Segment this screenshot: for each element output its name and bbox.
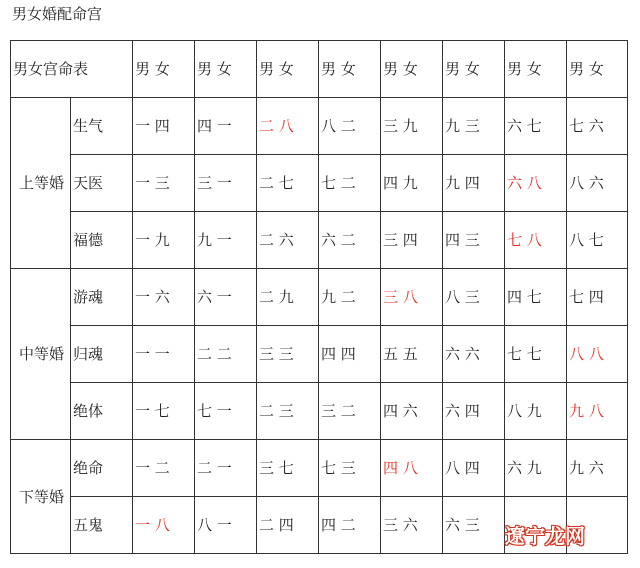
pairing-cell: 八 六 (567, 155, 628, 212)
pairing-cell: 九 二 (319, 269, 381, 326)
pairing-cell: 三 六 (381, 497, 443, 554)
pairing-cell: 四 六 (381, 383, 443, 440)
column-header-male-female: 男 女 (381, 41, 443, 98)
pairing-cell: 四 三 (443, 212, 505, 269)
pairing-cell: 二 四 (257, 497, 319, 554)
pairing-cell: 八 七 (567, 212, 628, 269)
pairing-cell: 二 八 (257, 98, 319, 155)
pairing-cell: 八 八 (567, 326, 628, 383)
pairing-cell: 一 七 (133, 383, 195, 440)
palace-name: 天医 (71, 155, 133, 212)
pairing-cell: 二 九 (257, 269, 319, 326)
pairing-cell: 六 七 (505, 98, 567, 155)
palace-name: 福德 (71, 212, 133, 269)
pairing-cell: 二 一 (195, 440, 257, 497)
pairing-cell: 三 七 (257, 440, 319, 497)
pairing-cell: 八 二 (319, 98, 381, 155)
marriage-grade-label: 下等婚 (11, 440, 71, 554)
pairing-cell: 四 九 (381, 155, 443, 212)
pairing-cell: 二 七 (257, 155, 319, 212)
pairing-cell: 六 四 (443, 383, 505, 440)
column-header-male-female: 男 女 (133, 41, 195, 98)
pairing-cell: 九 八 (567, 383, 628, 440)
table-header-label: 男女宫命表 (11, 41, 133, 98)
pairing-cell: 四 七 (505, 269, 567, 326)
pairing-cell: 一 八 (133, 497, 195, 554)
pairing-cell: 一 一 (133, 326, 195, 383)
column-header-male-female: 男 女 (505, 41, 567, 98)
pairing-cell: 四 八 (381, 440, 443, 497)
pairing-cell: 七 八 (505, 212, 567, 269)
marriage-grade-label: 上等婚 (11, 98, 71, 269)
pairing-cell: 四 二 (319, 497, 381, 554)
palace-name: 归魂 (71, 326, 133, 383)
pairing-cell: 六 九 (505, 440, 567, 497)
palace-name: 生气 (71, 98, 133, 155)
pairing-cell: 一 四 (133, 98, 195, 155)
marriage-palace-table (10, 40, 628, 554)
pairing-cell: 七 一 (195, 383, 257, 440)
pairing-cell: 七 二 (319, 155, 381, 212)
pairing-cell: 六 二 (319, 212, 381, 269)
table-row (11, 326, 628, 383)
pairing-cell: 四 一 (195, 98, 257, 155)
pairing-cell: 六 六 (443, 326, 505, 383)
pairing-cell: 八 三 (443, 269, 505, 326)
marriage-grade-label: 中等婚 (11, 269, 71, 440)
pairing-cell: 三 二 (319, 383, 381, 440)
column-header-male-female: 男 女 (567, 41, 628, 98)
pairing-cell: 一 九 (133, 212, 195, 269)
pairing-cell: 六 一 (195, 269, 257, 326)
pairing-cell: 三 一 (195, 155, 257, 212)
pairing-cell: 二 二 (195, 326, 257, 383)
pairing-cell: 八 四 (443, 440, 505, 497)
pairing-cell: 一 六 (133, 269, 195, 326)
pairing-cell: 六 八 (505, 155, 567, 212)
pairing-cell: 六 三 (443, 497, 505, 554)
pairing-cell: 四 四 (319, 326, 381, 383)
site-watermark: 遼宁龙网 (505, 524, 585, 548)
pairing-cell: 八 一 (195, 497, 257, 554)
pairing-cell: 三 八 (381, 269, 443, 326)
pairing-cell: 三 九 (381, 98, 443, 155)
pairing-cell: 八 九 (505, 383, 567, 440)
column-header-male-female: 男 女 (257, 41, 319, 98)
page-title: 男女婚配命宫 (12, 5, 103, 23)
pairing-cell: 九 六 (567, 440, 628, 497)
pairing-cell: 七 六 (567, 98, 628, 155)
pairing-cell: 三 三 (257, 326, 319, 383)
table-row (11, 155, 628, 212)
palace-name: 绝体 (71, 383, 133, 440)
pairing-cell: 三 四 (381, 212, 443, 269)
pairing-cell: 二 六 (257, 212, 319, 269)
column-header-male-female: 男 女 (319, 41, 381, 98)
table-row (11, 269, 628, 326)
pairing-cell: 一 三 (133, 155, 195, 212)
table-row (11, 212, 628, 269)
table-row (11, 98, 628, 155)
palace-name: 绝命 (71, 440, 133, 497)
pairing-cell: 九 四 (443, 155, 505, 212)
pairing-cell: 五 五 (381, 326, 443, 383)
palace-name: 游魂 (71, 269, 133, 326)
pairing-cell: 九 三 (443, 98, 505, 155)
palace-name: 五鬼 (71, 497, 133, 554)
pairing-cell: 七 四 (567, 269, 628, 326)
table-row (11, 383, 628, 440)
pairing-cell: 二 三 (257, 383, 319, 440)
pairing-cell: 一 二 (133, 440, 195, 497)
pairing-cell: 七 七 (505, 326, 567, 383)
column-header-male-female: 男 女 (195, 41, 257, 98)
column-header-male-female: 男 女 (443, 41, 505, 98)
table-row (11, 440, 628, 497)
pairing-cell: 七 三 (319, 440, 381, 497)
table-header-row (11, 41, 628, 98)
pairing-cell: 九 一 (195, 212, 257, 269)
